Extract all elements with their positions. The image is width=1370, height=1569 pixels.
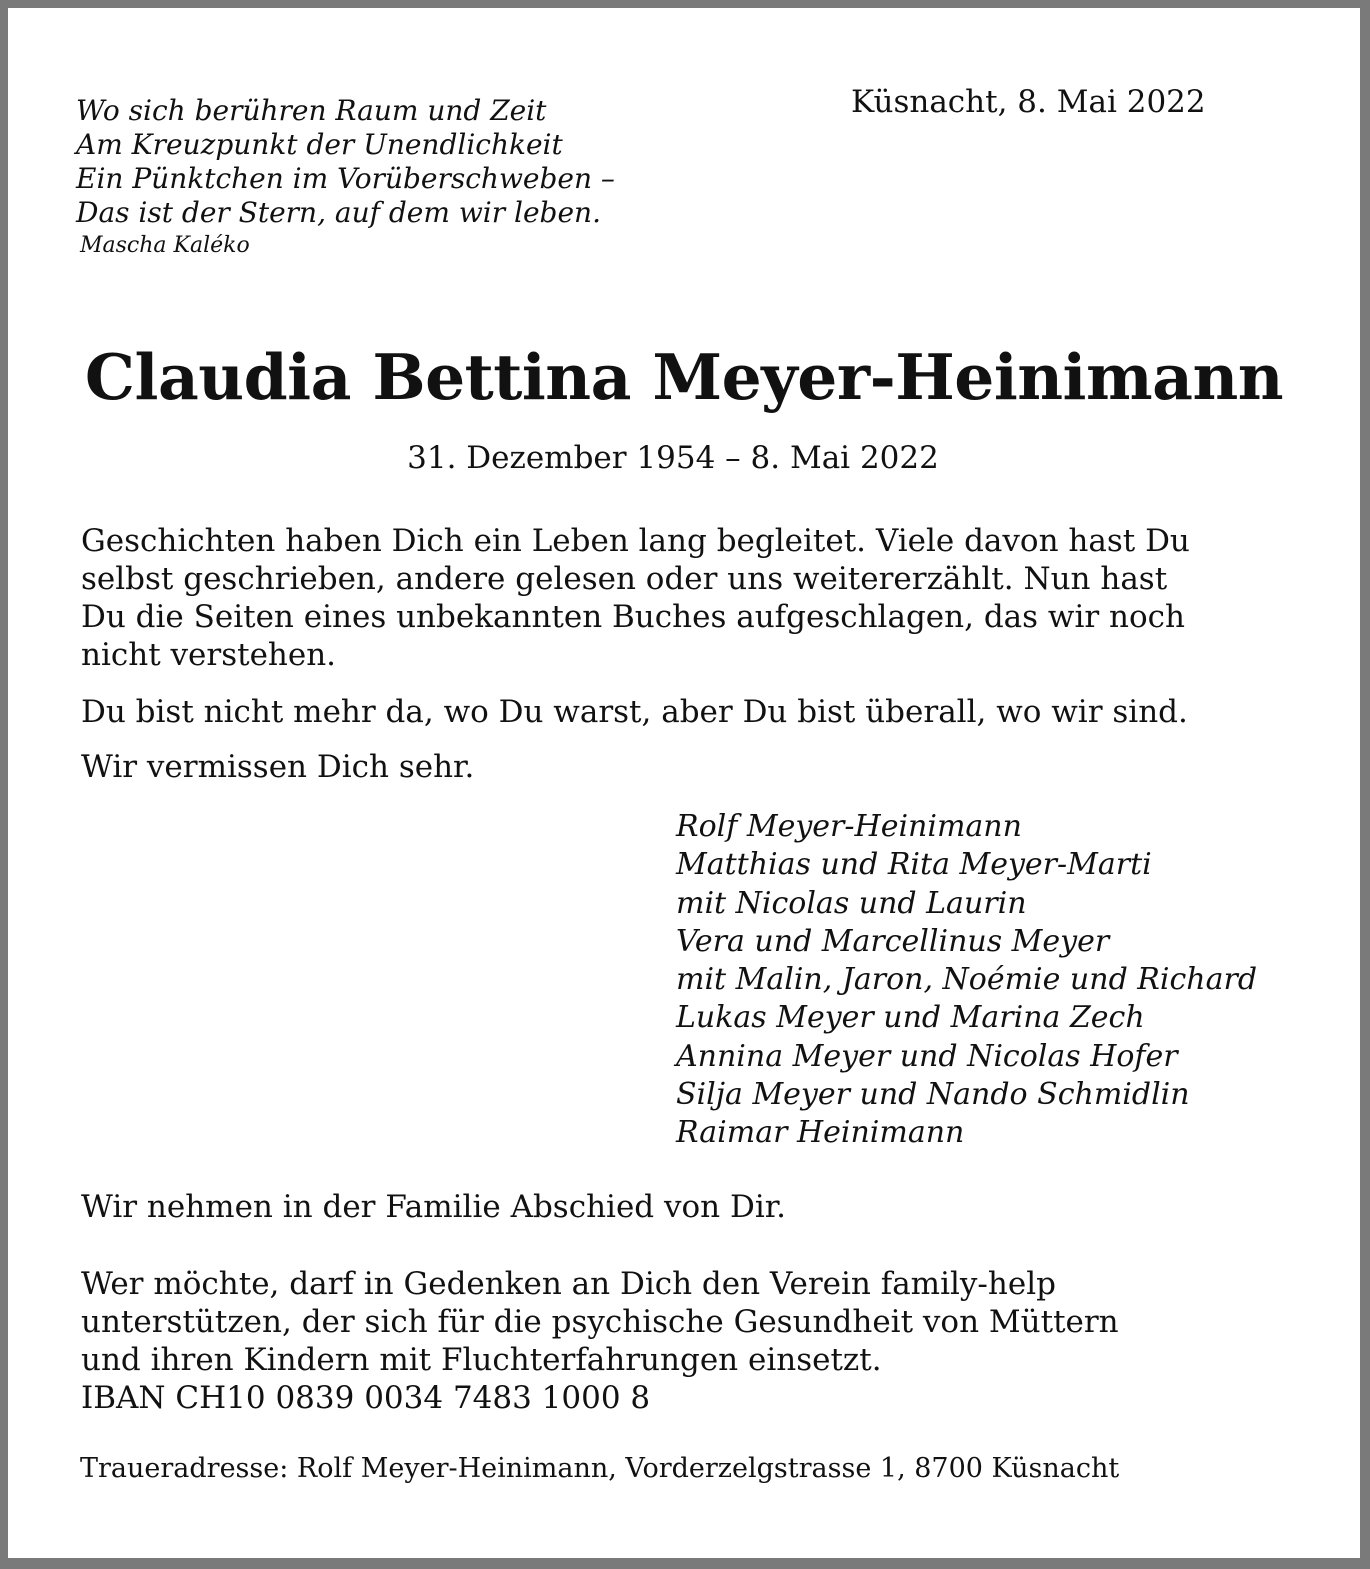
mourner-line: Lukas Meyer und Marina Zech <box>676 1000 1145 1036</box>
poem-line: Ein Pünktchen im Vorüberschweben – <box>76 162 615 195</box>
poem-author: Mascha Kaléko <box>80 233 250 258</box>
miss-you-paragraph: Wir vermissen Dich sehr. <box>81 749 475 785</box>
poem <box>76 94 615 230</box>
place-date: Küsnacht, 8. Mai 2022 <box>851 84 1206 120</box>
mourner-line: Matthias und Rita Meyer-Marti <box>676 847 1152 883</box>
poem-line: Wo sich berühren Raum und Zeit <box>76 94 547 127</box>
mourner-line: mit Nicolas und Laurin <box>676 885 1027 921</box>
mourner-line: Raimar Heinimann <box>676 1115 965 1151</box>
iban-line: IBAN CH10 0839 0034 7483 1000 8 <box>81 1380 651 1416</box>
donation-line: unterstützen, der sich für die psychische Gesundheit von Müttern <box>81 1304 1119 1340</box>
mourner-line: mit Malin, Jaron, Noémie und Richard <box>676 962 1258 998</box>
mourner-line: Silja Meyer und Nando Schmidlin <box>676 1077 1190 1113</box>
poem-line: Am Kreuzpunkt der Unendlichkeit <box>76 128 563 161</box>
mourner-line: Rolf Meyer-Heinimann <box>676 809 1022 844</box>
family-farewell-paragraph: Wir nehmen in der Familie Abschied von Dir. <box>81 1189 787 1225</box>
mourner-line: Annina Meyer und Nicolas Hofer <box>676 1038 1178 1074</box>
story-line: nicht verstehen. <box>81 637 337 673</box>
life-dates: 31. Dezember 1954 – 8. Mai 2022 <box>407 440 939 476</box>
poem-line: Das ist der Stern, auf dem wir leben. <box>76 196 601 229</box>
donation-line: und ihren Kindern mit Fluchterfahrungen einsetzt. <box>81 1342 882 1378</box>
deceased-name: Claudia Bettina Meyer-Heinimann <box>84 340 1284 414</box>
mourning-address: Traueradresse: Rolf Meyer-Heinimann, Vorderzelgstrasse 1, 8700 Küsnacht <box>80 1453 1120 1484</box>
mourners-list <box>676 808 1257 1153</box>
story-paragraph <box>81 522 1190 674</box>
donation-paragraph <box>81 1265 1119 1417</box>
message-paragraph: Du bist nicht mehr da, wo Du warst, aber Du bist überall, wo wir sind. <box>81 694 1188 730</box>
obituary-page <box>8 8 1360 1558</box>
donation-line: Wer möchte, darf in Gedenken an Dich den Verein family-help <box>81 1266 1056 1302</box>
story-line: Geschichten haben Dich ein Leben lang begleitet. Viele davon hast Du <box>81 523 1190 559</box>
story-line: selbst geschrieben, andere gelesen oder uns weitererzählt. Nun hast <box>81 561 1168 597</box>
story-line: Du die Seiten eines unbekannten Buches aufgeschlagen, das wir noch <box>81 599 1185 635</box>
mourner-line: Vera und Marcellinus Meyer <box>676 923 1110 959</box>
